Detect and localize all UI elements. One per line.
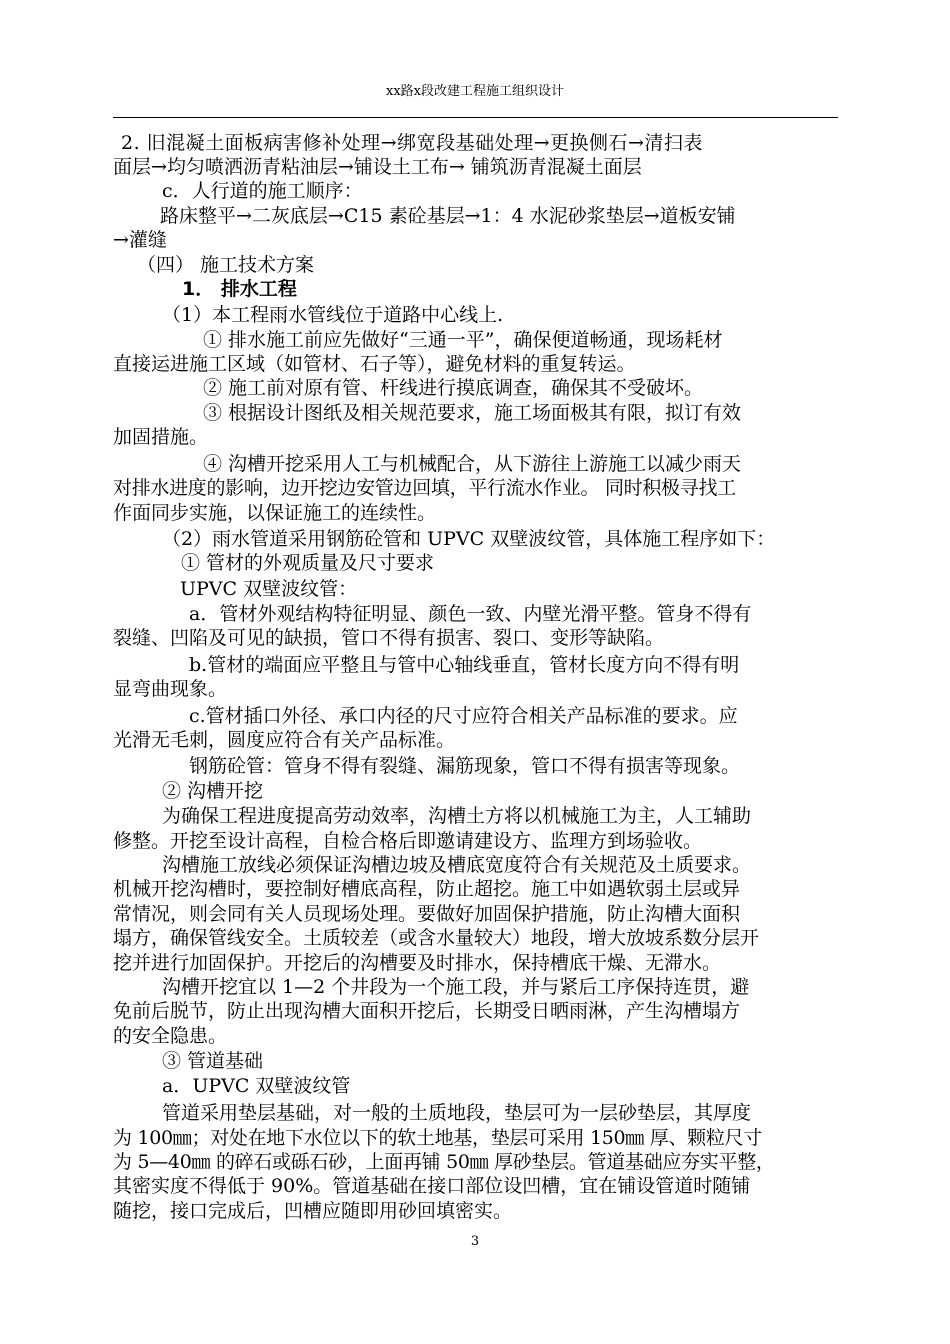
text-line: UPVC 双壁波纹管： bbox=[180, 578, 358, 600]
text-line: ① 排水施工前应先做好“三通一平”，确保便道畅通，现场耗材 bbox=[203, 329, 723, 351]
text-line: →灌缝 bbox=[113, 229, 167, 251]
text-line: 沟槽开挖宜以 1—2 个井段为一个施工段，并与紧后工序保持连贯，避 bbox=[162, 976, 750, 998]
text-line: ③ 管道基础 bbox=[162, 1050, 264, 1072]
text-line: b.管材的端面应平整且与管中心轴线垂直，管材长度方向不得有明 bbox=[189, 654, 740, 676]
text-line: 常情况，则会同有关人员现场处理。要做好加固保护措施，防止沟槽大面积 bbox=[113, 903, 741, 925]
text-line: a．管材外观结构特征明显、颜色一致、内壁光滑平整。管身不得有 bbox=[189, 603, 752, 625]
text-line: 挖并进行加固保护。开挖后的沟槽要及时排水，保持槽底干燥、无滞水。 bbox=[113, 952, 722, 974]
text-line: 的安全隐患。 bbox=[113, 1025, 228, 1047]
text-line: 免前后脱节，防止出现沟槽大面积开挖后，长期受日晒雨淋，产生沟槽塌方 bbox=[113, 1000, 741, 1022]
text-line: 作面同步实施，以保证施工的连续性。 bbox=[113, 502, 437, 524]
text-line: 对排水进度的影响，边开挖边安管边回填，平行流水作业。 同时积极寻找工 bbox=[113, 477, 736, 499]
text-line: c．人行道的施工顺序： bbox=[162, 180, 363, 202]
text-line: 塌方，确保管线安全。土质较差（或含水量较大）地段，增大放坡系数分层开 bbox=[113, 927, 760, 949]
text-line: 路床整平→二灰底层→C15 素砼基层→1：4 水泥砂浆垫层→道板安铺 bbox=[160, 205, 736, 227]
subsection-heading: 1． 排水工程 bbox=[182, 278, 297, 300]
text-line: 沟槽施工放线必须保证沟槽边坡及槽底宽度符合有关规范及土质要求。 bbox=[162, 854, 752, 876]
text-line: c.管材插口外径、承口内径的尺寸应符合相关产品标准的要求。应 bbox=[189, 705, 738, 727]
text-line: ① 管材的外观质量及尺寸要求 bbox=[181, 552, 435, 574]
text-line: 管道采用垫层基础，对一般的土质地段，垫层可为一层砂垫层，其厚度 bbox=[162, 1102, 752, 1124]
text-line: 钢筋砼管：管身不得有裂缝、漏筋现象，管口不得有损害等现象。 bbox=[189, 755, 741, 777]
text-line: 2. 旧混凝土面板病害修补处理→绑宽段基础处理→更换侧石→清扫表 bbox=[121, 132, 703, 154]
text-line: 直接运进施工区域（如管材、石子等），避免材料的重复转运。 bbox=[113, 353, 636, 375]
text-line: ④ 沟槽开挖采用人工与机械配合，从下游往上游施工以减少雨天 bbox=[203, 453, 742, 475]
text-line: 加固措施。 bbox=[113, 426, 209, 448]
text-line: （1）本工程雨水管线位于道路中心线上. bbox=[162, 304, 504, 326]
page-header: xx路x段改建工程施工组织设计 bbox=[386, 84, 564, 99]
text-line: 为 100㎜；对处在地下水位以下的软土地基，垫层可采用 150㎜ 厚、颗粒尺寸 bbox=[113, 1127, 762, 1149]
text-line: （2）雨水管道采用钢筋砼管和 UPVC 双壁波纹管，具体施工程序如下： bbox=[162, 528, 776, 550]
text-line: 面层→均匀喷洒沥青粘油层→铺设土工布→ 铺筑沥青混凝土面层 bbox=[113, 156, 642, 178]
text-line: 随挖，接口完成后，凹槽应随即用砂回填密实。 bbox=[113, 1200, 513, 1222]
text-line: 裂缝、凹陷及可见的缺损，管口不得有损害、裂口、变形等缺陷。 bbox=[113, 627, 665, 649]
text-line: 修整。开挖至设计高程，自检合格后即邀请建设方、监理方到场验收。 bbox=[113, 830, 703, 852]
page-number: 3 bbox=[470, 1234, 480, 1249]
text-line: ② 沟槽开挖 bbox=[162, 780, 264, 802]
text-line: ② 施工前对原有管、杆线进行摸底调查，确保其不受破坏。 bbox=[203, 377, 704, 399]
text-line: 为确保工程进度提高劳动效率，沟槽土方将以机械施工为主，人工辅助 bbox=[162, 805, 752, 827]
header-rule bbox=[113, 117, 838, 118]
text-line: 显弯曲现象。 bbox=[113, 678, 228, 700]
text-line: 其密实度不得低于 90%。管道基础在接口部位设凹槽，宜在铺设管道时随铺 bbox=[113, 1175, 751, 1197]
text-line: 为 5—40㎜ 的碎石或砾石砂，上面再铺 50㎜ 厚砂垫层。管道基础应夯实平整， bbox=[113, 1151, 775, 1173]
text-line: a．UPVC 双壁波纹管 bbox=[162, 1075, 351, 1097]
section-heading: （四） 施工技术方案 bbox=[137, 254, 315, 276]
text-line: 机械开挖沟槽时，要控制好槽底高程，防止超挖。施工中如遇软弱土层或异 bbox=[113, 878, 741, 900]
text-line: 光滑无毛刺，圆度应符合有关产品标准。 bbox=[113, 729, 456, 751]
text-line: ③ 根据设计图纸及相关规范要求，施工场面极其有限，拟订有效 bbox=[203, 402, 742, 424]
